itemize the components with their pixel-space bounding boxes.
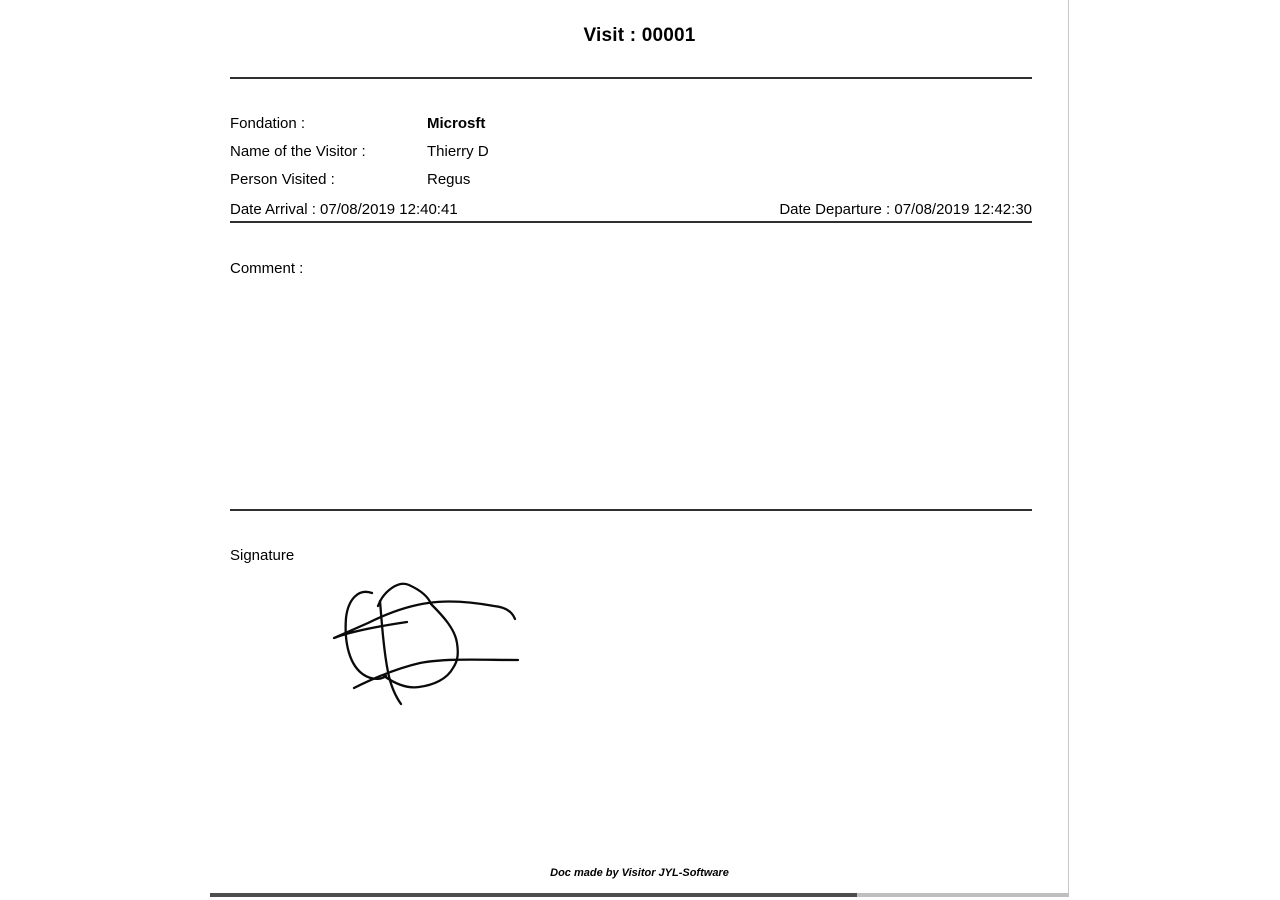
signature-label: Signature <box>230 547 295 564</box>
pane-divider <box>1068 0 1069 893</box>
horizontal-rule-middle <box>230 221 1032 223</box>
field-label-fondation: Fondation : <box>230 115 306 132</box>
horizontal-scrollbar[interactable] <box>210 893 1069 897</box>
field-value-visitor-name: Thierry D <box>427 143 489 160</box>
signature-scribble <box>310 570 540 720</box>
field-value-person-visited: Regus <box>427 171 471 188</box>
field-label-visitor-name: Name of the Visitor : <box>230 143 366 160</box>
page-title: Visit : 00001 <box>583 25 696 46</box>
date-departure-text: Date Departure : 07/08/2019 12:42:30 <box>779 201 1032 218</box>
date-arrival-text: Date Arrival : 07/08/2019 12:40:41 <box>230 201 458 218</box>
signature-stroke <box>334 602 515 638</box>
comment-label: Comment : <box>230 260 304 277</box>
field-value-fondation: Microsft <box>427 115 486 132</box>
horizontal-rule-bottom <box>230 509 1032 511</box>
horizontal-rule-top <box>230 77 1032 79</box>
horizontal-scrollbar-thumb[interactable] <box>210 893 857 897</box>
field-label-person-visited: Person Visited : <box>230 171 335 188</box>
footer-note: Doc made by Visitor JYL-Software <box>550 867 729 879</box>
